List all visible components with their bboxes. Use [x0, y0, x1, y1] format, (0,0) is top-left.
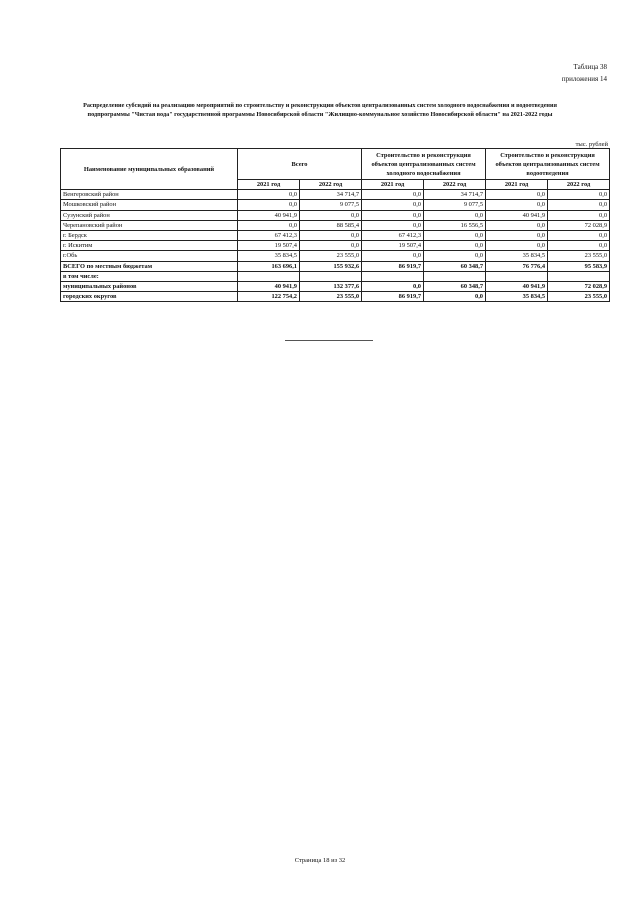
amount-cell: 0,0 [548, 190, 610, 200]
header-municipality: Наименование муниципальных образований [61, 149, 238, 190]
page-footer: Страница 18 из 32 [294, 857, 346, 864]
amount-cell: 0,0 [300, 241, 362, 251]
header-total: Всего [238, 149, 362, 180]
table-label [562, 61, 607, 85]
header-year: 2021 год [238, 180, 300, 190]
amount-cell: 0,0 [362, 200, 424, 210]
amount-cell: 132 377,6 [300, 281, 362, 291]
amount-cell: 88 585,4 [300, 220, 362, 230]
amount-cell: 0,0 [486, 200, 548, 210]
amount-cell: 0,0 [300, 230, 362, 240]
amount-cell: 0,0 [424, 292, 486, 302]
amount-cell: 0,0 [548, 241, 610, 251]
amount-cell: 23 555,0 [548, 292, 610, 302]
amount-cell: 19 507,4 [362, 241, 424, 251]
amount-cell: 76 776,4 [486, 261, 548, 271]
header-year: 2022 год [548, 180, 610, 190]
amount-cell: 0,0 [362, 220, 424, 230]
amount-cell: 72 028,9 [548, 281, 610, 291]
amount-cell: 155 932,6 [300, 261, 362, 271]
header-year: 2021 год [362, 180, 424, 190]
table-row [61, 241, 610, 251]
amount-cell: 67 412,3 [362, 230, 424, 240]
municipality-name: Венгеровский район [61, 190, 238, 200]
appendix-label: приложения 14 [561, 75, 607, 83]
amount-cell: 0,0 [362, 190, 424, 200]
amount-cell: 23 555,0 [548, 251, 610, 261]
amount-cell: 9 077,5 [424, 200, 486, 210]
amount-cell: 0,0 [486, 230, 548, 240]
table-row [61, 271, 610, 281]
table-row [61, 190, 610, 200]
amount-cell: 40 941,9 [238, 281, 300, 291]
amount-cell: 0,0 [424, 251, 486, 261]
amount-cell: 0,0 [548, 210, 610, 220]
amount-cell: 60 348,7 [424, 281, 486, 291]
table-row [61, 200, 610, 210]
municipality-name: Сузунский район [61, 210, 238, 220]
municipality-name: муниципальных районов [61, 281, 238, 291]
municipality-name: г. Бердск [61, 230, 238, 240]
header-year: 2022 год [424, 180, 486, 190]
amount-cell: 34 714,7 [424, 190, 486, 200]
table-row [61, 220, 610, 230]
empty-cell [424, 271, 486, 281]
header-sewerage: Строительство и реконструкция объектов централизованных систем водоотведения [486, 149, 610, 180]
amount-cell: 122 754,2 [238, 292, 300, 302]
amount-cell: 0,0 [424, 230, 486, 240]
empty-cell [362, 271, 424, 281]
empty-cell [486, 271, 548, 281]
amount-cell: 35 834,5 [238, 251, 300, 261]
table-row [61, 251, 610, 261]
empty-cell [300, 271, 362, 281]
divider-line [285, 340, 373, 341]
amount-cell: 163 696,1 [238, 261, 300, 271]
amount-cell: 0,0 [424, 241, 486, 251]
empty-cell [238, 271, 300, 281]
table-body [61, 190, 610, 302]
amount-cell: 0,0 [362, 281, 424, 291]
amount-cell: 0,0 [548, 230, 610, 240]
header-year: 2022 год [300, 180, 362, 190]
table-row [61, 281, 610, 291]
amount-cell: 40 941,9 [486, 210, 548, 220]
amount-cell: 0,0 [300, 210, 362, 220]
subsidy-table [60, 148, 610, 302]
amount-cell: 0,0 [362, 251, 424, 261]
amount-cell: 0,0 [548, 200, 610, 210]
table-row [61, 292, 610, 302]
municipality-name: Черепановский район [61, 220, 238, 230]
amount-cell: 86 919,7 [362, 292, 424, 302]
table-row [61, 261, 610, 271]
municipality-name: ВСЕГО по местным бюджетам [61, 261, 238, 271]
amount-cell: 0,0 [362, 210, 424, 220]
table-row [61, 230, 610, 240]
amount-cell: 0,0 [238, 190, 300, 200]
amount-cell: 34 714,7 [300, 190, 362, 200]
amount-cell: 60 348,7 [424, 261, 486, 271]
amount-cell: 40 941,9 [486, 281, 548, 291]
header-year: 2021 год [486, 180, 548, 190]
amount-cell: 35 834,5 [486, 251, 548, 261]
units-label: тыс. рублей [575, 141, 608, 148]
amount-cell: 86 919,7 [362, 261, 424, 271]
amount-cell: 0,0 [486, 190, 548, 200]
municipality-name: г. Искитим [61, 241, 238, 251]
municipality-name: г.Обь [61, 251, 238, 261]
amount-cell: 0,0 [486, 241, 548, 251]
document-title: Распределение субсидий на реализацию мероприятий по строительству и реконструкции объектов централизованных систем холодного водоснабжения и водоотведения подпрограммы "Чистая вода" государственной программы Новосибирской области "Жилищно-коммунальное хозяйство Новосибирской области" на 2021-2022 годы [83, 102, 557, 118]
amount-cell: 95 583,9 [548, 261, 610, 271]
table-number: Таблица 38 [573, 63, 607, 71]
table-row [61, 210, 610, 220]
amount-cell: 0,0 [424, 210, 486, 220]
amount-cell: 23 555,0 [300, 292, 362, 302]
amount-cell: 35 834,5 [486, 292, 548, 302]
amount-cell: 0,0 [238, 220, 300, 230]
amount-cell: 23 555,0 [300, 251, 362, 261]
amount-cell: 0,0 [486, 220, 548, 230]
including-label: в том числе: [61, 271, 238, 281]
amount-cell: 19 507,4 [238, 241, 300, 251]
amount-cell: 40 941,9 [238, 210, 300, 220]
header-water-supply: Строительство и реконструкция объектов централизованных систем холодного водоснабжения [362, 149, 486, 180]
empty-cell [548, 271, 610, 281]
amount-cell: 9 077,5 [300, 200, 362, 210]
municipality-name: городских округов [61, 292, 238, 302]
amount-cell: 16 556,5 [424, 220, 486, 230]
municipality-name: Мошковский район [61, 200, 238, 210]
amount-cell: 67 412,3 [238, 230, 300, 240]
amount-cell: 0,0 [238, 200, 300, 210]
amount-cell: 72 028,9 [548, 220, 610, 230]
